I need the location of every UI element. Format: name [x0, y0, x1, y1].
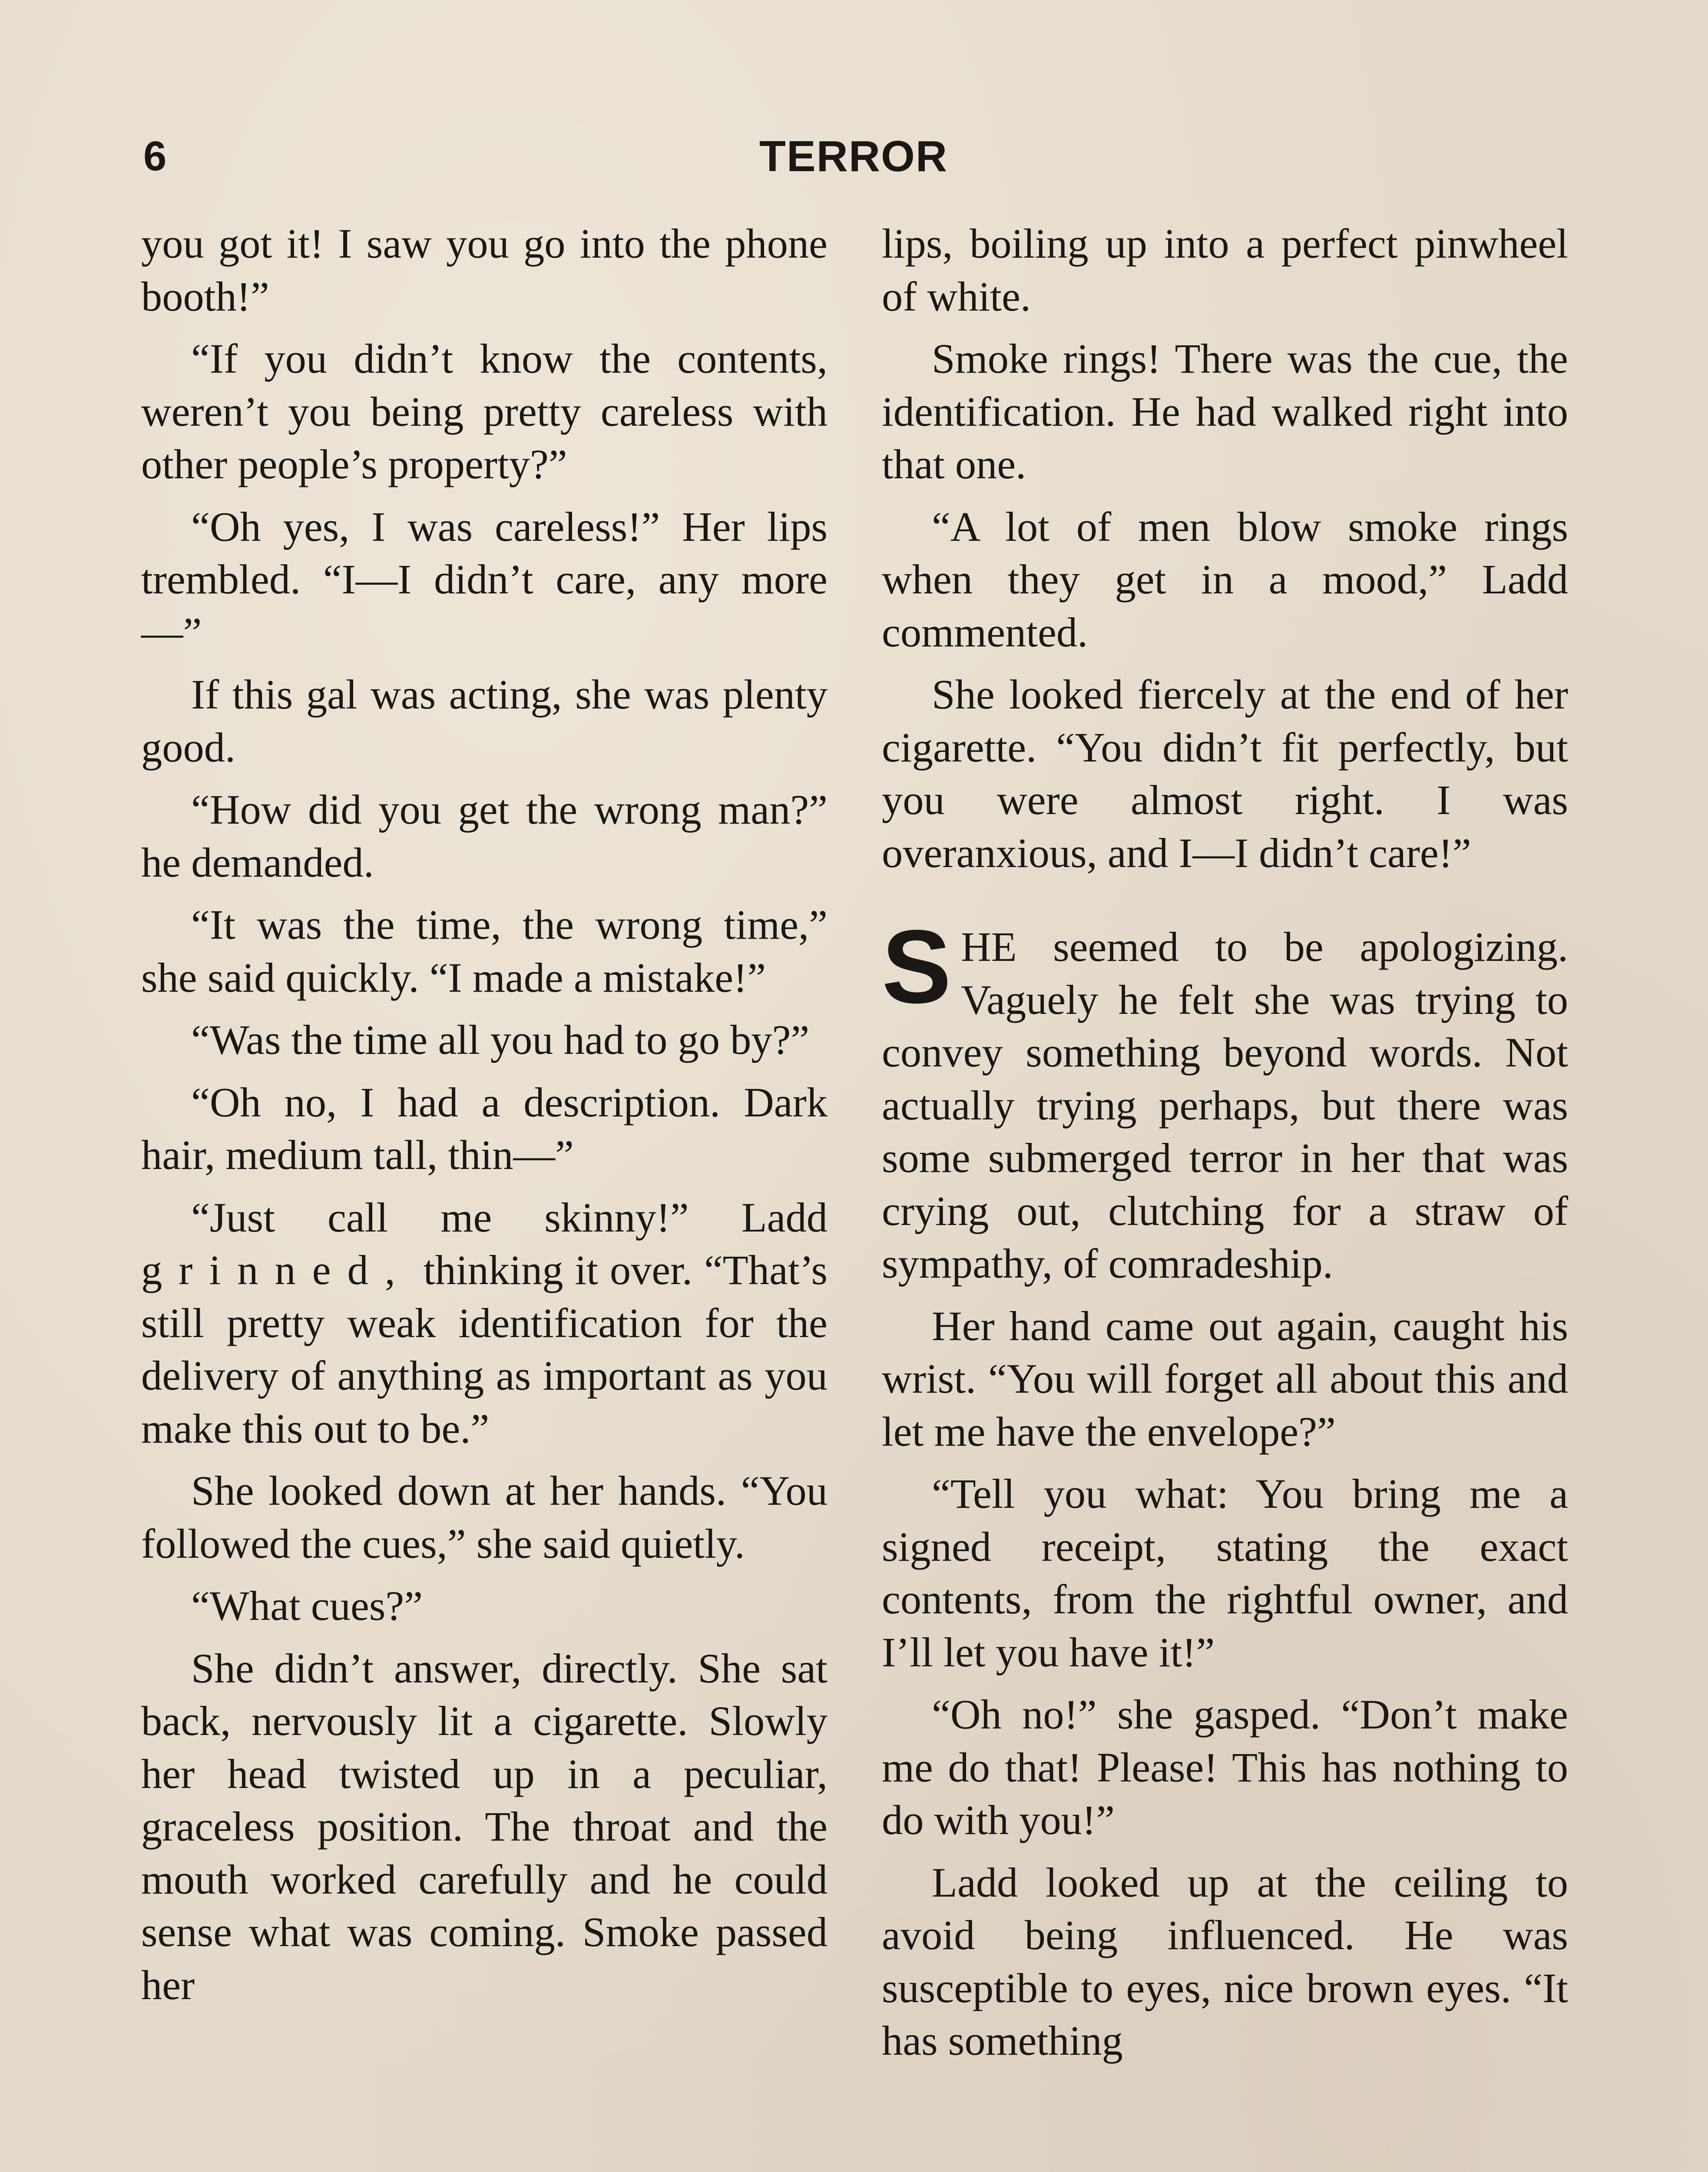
paragraph: Ladd looked up at the ceiling to avoid being influenced. He was susceptible to eyes, nice brown eyes. “It has something	[882, 1859, 1568, 2064]
paragraph-text: thinking it over. “That’s still pretty weak identification for the delivery of anything as important as you make this out to be.”	[141, 1247, 828, 1452]
spaced-word: grinned,	[141, 1247, 412, 1293]
paragraph: “Oh yes, I was careless!” Her lips trembled. “I—I didn’t care, any more—”	[141, 503, 828, 656]
running-title: TERROR	[759, 132, 948, 181]
paragraph: you got it! I saw you go into the phone booth!”	[141, 220, 828, 320]
page-header	[143, 130, 1564, 187]
section-start-paragraph	[882, 908, 1568, 1290]
paragraph	[141, 1191, 828, 1455]
paragraph: “Oh no!” she gasped. “Don’t make me do that! Please! This has nothing to do with you!”	[882, 1691, 1568, 1843]
drop-cap: S	[882, 908, 952, 1025]
left-column	[141, 217, 828, 2021]
paragraph: “A lot of men blow smoke rings when they get in a mood,” Ladd commented.	[882, 503, 1568, 656]
page-number: 6	[143, 133, 167, 179]
paragraph: “How did you get the wrong man?” he demanded.	[141, 786, 828, 886]
paragraph: If this gal was acting, she was plenty good.	[141, 671, 828, 771]
paragraph-text: “Just call me skinny!” Ladd	[191, 1194, 828, 1241]
paragraph: “If you didn’t know the contents, weren’t you being pretty careless with other people’s property?”	[141, 335, 828, 487]
paragraph: “It was the time, the wrong time,” she said quickly. “I made a mistake!”	[141, 901, 828, 1001]
paragraph: Her hand came out again, caught his wrist. “You will forget all about this and let me have the envelope?”	[882, 1302, 1568, 1455]
right-column	[882, 217, 1568, 2077]
paragraph: “What cues?”	[191, 1583, 423, 1629]
paragraph: “Tell you what: You bring me a signed receipt, stating the exact contents, from the rightful owner, and I’ll let you have it!”	[882, 1470, 1568, 1675]
paragraph: “Oh no, I had a description. Dark hair, medium tall, thin—”	[141, 1079, 828, 1178]
paragraph-text: HE seemed to be apologizing. Vaguely he felt she was trying to convey something beyond words. Not actually trying perhaps, but there was some submerged terror in her that was crying out, clutching for a straw of sympathy, of comradeship.	[882, 924, 1568, 1287]
paragraph: Smoke rings! There was the cue, the identification. He had walked right into that one.	[882, 335, 1568, 487]
paragraph: She looked fiercely at the end of her cigarette. “You didn’t fit perfectly, but you were almost right. I was overanxious, and I—I didn’t care!”	[882, 671, 1568, 876]
paragraph: She didn’t answer, directly. She sat back, nervously lit a cigarette. Slowly her head twisted up in a peculiar, graceless position. The throat and the mouth worked carefully and he could sense what was coming. Smoke passed her	[141, 1645, 828, 2008]
paragraph: lips, boiling up into a perfect pinwheel of white.	[882, 220, 1568, 320]
paragraph: She looked down at her hands. “You followed the cues,” she said quietly.	[141, 1467, 828, 1567]
paragraph: “Was the time all you had to go by?”	[191, 1016, 810, 1063]
